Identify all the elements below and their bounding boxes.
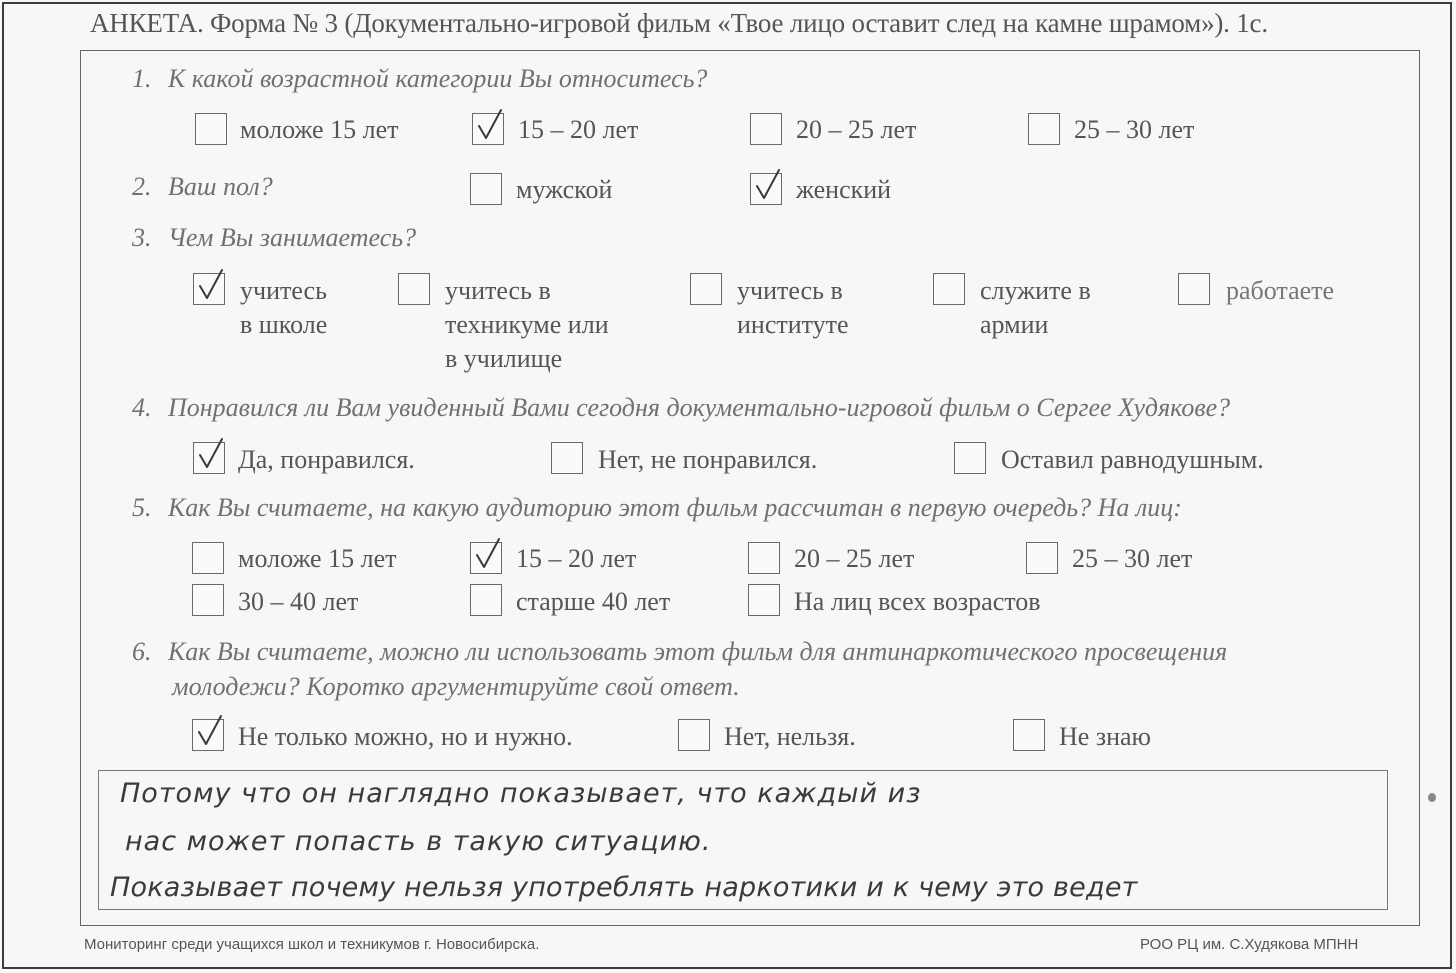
option-label-institute bbox=[737, 274, 849, 342]
check-mark-icon bbox=[471, 537, 505, 577]
question-number: 1. bbox=[132, 64, 152, 93]
checkbox-q4-disliked[interactable] bbox=[551, 442, 583, 474]
checkbox-q2-male[interactable] bbox=[470, 173, 502, 205]
option-label: женский bbox=[796, 175, 892, 204]
question-text: Понравился ли Вам увиденный Вами сегодня документально-игровой фильм о Сергее Худякове? bbox=[168, 393, 1231, 422]
question-number: 3. bbox=[132, 223, 152, 252]
option-label: Оставил равнодушным. bbox=[1001, 445, 1264, 474]
question-2 bbox=[132, 172, 273, 202]
check-mark-icon bbox=[194, 437, 228, 477]
check-mark-icon bbox=[193, 714, 227, 754]
question-text: Чем Вы занимаетесь? bbox=[168, 223, 417, 252]
question-text: К какой возрастной категории Вы относитесь? bbox=[168, 64, 708, 93]
check-mark-icon bbox=[194, 268, 228, 308]
checkbox-q4-indifferent[interactable] bbox=[954, 442, 986, 474]
checkbox-q6-no[interactable] bbox=[678, 719, 710, 751]
checkbox-q4-liked[interactable] bbox=[193, 442, 225, 474]
checkbox-q1-25-30[interactable] bbox=[1028, 113, 1060, 145]
option-line: техникуме или bbox=[445, 310, 609, 339]
checkbox-q5-over40[interactable] bbox=[470, 584, 502, 616]
option-label: На лиц всех возрастов bbox=[794, 587, 1041, 616]
option-label: Не только можно, но и нужно. bbox=[238, 722, 573, 751]
question-number: 4. bbox=[132, 393, 152, 422]
checkbox-q3-work[interactable] bbox=[1178, 273, 1210, 305]
checkbox-q5-20-25[interactable] bbox=[748, 542, 780, 574]
checkbox-q3-institute[interactable] bbox=[690, 273, 722, 305]
checkbox-q3-school[interactable] bbox=[193, 273, 225, 305]
option-line: служите в bbox=[980, 276, 1091, 305]
option-label: 15 – 20 лет bbox=[518, 115, 639, 144]
option-line: в училище bbox=[445, 344, 563, 373]
option-label: старше 40 лет bbox=[516, 587, 671, 616]
footer-left: Мониторинг среди учащихся школ и техникумов г. Новосибирска. bbox=[84, 936, 540, 953]
checkbox-q3-army[interactable] bbox=[933, 273, 965, 305]
option-label: мужской bbox=[516, 175, 613, 204]
footer-right: РОО РЦ им. С.Худякова МПНН bbox=[1140, 936, 1359, 953]
question-text: Как Вы считаете, на какую аудиторию этот фильм рассчитан в первую очередь? На лиц: bbox=[168, 493, 1182, 522]
option-label: Да, понравился. bbox=[238, 445, 415, 474]
checkbox-q5-15-20[interactable] bbox=[470, 542, 502, 574]
question-6-continued: молодежи? Коротко аргументируйте свой ответ. bbox=[172, 672, 740, 701]
question-number: 6. bbox=[132, 637, 152, 666]
check-mark-icon bbox=[751, 168, 785, 208]
handwritten-line-1: Потому что он наглядно показывает, что каждый из bbox=[120, 778, 922, 809]
handwritten-line-3: Показывает почему нельзя употреблять наркотики и к чему это ведет bbox=[110, 872, 1138, 903]
option-line: армии bbox=[980, 310, 1049, 339]
checkbox-q3-technikum[interactable] bbox=[398, 273, 430, 305]
question-6 bbox=[132, 637, 1227, 667]
checkbox-q5-under15[interactable] bbox=[192, 542, 224, 574]
option-line: работаете bbox=[1226, 276, 1335, 305]
checkbox-q5-25-30[interactable] bbox=[1026, 542, 1058, 574]
question-text: Ваш пол? bbox=[168, 172, 273, 201]
option-label-army bbox=[980, 274, 1091, 342]
question-number: 5. bbox=[132, 493, 152, 522]
checkbox-q1-15-20[interactable] bbox=[472, 113, 504, 145]
option-line: учитесь bbox=[240, 276, 327, 305]
question-1 bbox=[132, 64, 707, 94]
option-label: 30 – 40 лет bbox=[238, 587, 359, 616]
question-5 bbox=[132, 493, 1182, 523]
option-label-work bbox=[1226, 274, 1334, 308]
checkbox-q5-30-40[interactable] bbox=[192, 584, 224, 616]
option-label: моложе 15 лет bbox=[238, 544, 397, 573]
check-mark-icon bbox=[473, 108, 507, 148]
option-label: 15 – 20 лет bbox=[516, 544, 637, 573]
checkbox-q1-20-25[interactable] bbox=[750, 113, 782, 145]
question-text: Как Вы считаете, можно ли использовать этот фильм для антинаркотического просвещения bbox=[168, 637, 1228, 666]
option-line: институте bbox=[737, 310, 849, 339]
option-label: моложе 15 лет bbox=[240, 115, 399, 144]
option-label-school bbox=[240, 274, 327, 342]
option-label: 20 – 25 лет bbox=[796, 115, 917, 144]
form-header: АНКЕТА. Форма № 3 (Документально-игровой фильм «Твое лицо оставит след на камне шрамом»). 1с. bbox=[90, 8, 1268, 38]
option-line: в школе bbox=[240, 310, 328, 339]
checkbox-q1-under15[interactable] bbox=[195, 113, 227, 145]
checkbox-q5-all-ages[interactable] bbox=[748, 584, 780, 616]
scan-speck bbox=[1428, 793, 1436, 802]
option-label: Нет, не понравился. bbox=[598, 445, 818, 474]
option-label: Не знаю bbox=[1059, 722, 1151, 751]
question-4 bbox=[132, 393, 1230, 423]
checkbox-q6-yes[interactable] bbox=[192, 719, 224, 751]
checkbox-q2-female[interactable] bbox=[750, 173, 782, 205]
question-number: 2. bbox=[132, 172, 152, 201]
option-label: Нет, нельзя. bbox=[724, 722, 856, 751]
checkbox-q6-dontknow[interactable] bbox=[1013, 719, 1045, 751]
question-3 bbox=[132, 223, 416, 253]
option-label: 25 – 30 лет bbox=[1072, 544, 1193, 573]
option-label: 20 – 25 лет bbox=[794, 544, 915, 573]
option-line: учитесь в bbox=[737, 276, 843, 305]
option-label: 25 – 30 лет bbox=[1074, 115, 1195, 144]
handwritten-line-2: нас может попасть в такую ситуацию. bbox=[125, 826, 712, 857]
option-line: учитесь в bbox=[445, 276, 551, 305]
option-label-technikum bbox=[445, 274, 609, 376]
